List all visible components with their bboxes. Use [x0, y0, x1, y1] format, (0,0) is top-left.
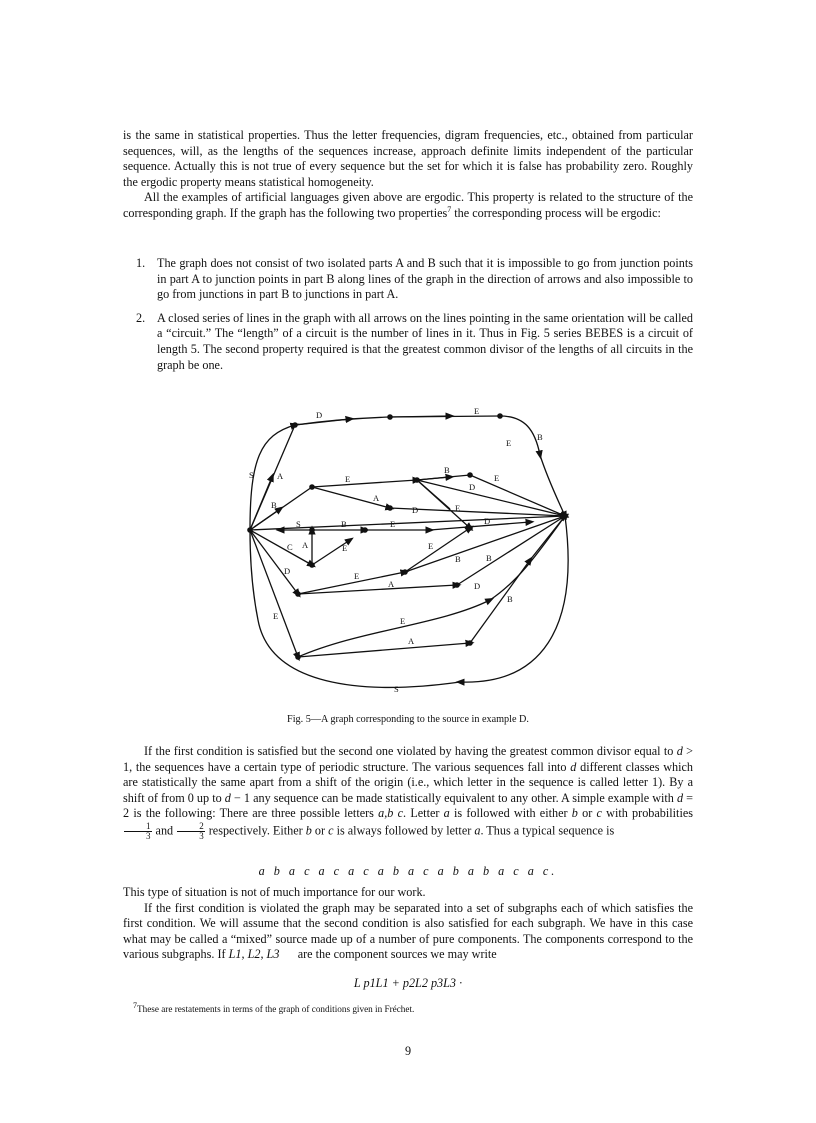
para-mixed: If the first condition is violated the graph may be separated into a set of subgraphs each of which satisfies the first condition. We will assume that the second condition is also satisfied for each subgraph. We have in this case what may be called a “mixed” source made up of a number of pure components. The components correspond to the various subgraphs. If L1, L2, L3 are the component sources we may write: [123, 900, 693, 962]
svg-text:E: E: [455, 503, 461, 513]
svg-text:E: E: [354, 571, 360, 581]
svg-text:E: E: [390, 519, 396, 529]
svg-text:D: D: [484, 516, 491, 526]
svg-text:E: E: [342, 543, 348, 553]
page-number: 9: [404, 1044, 412, 1058]
svg-text:D: D: [284, 566, 291, 576]
svg-text:S: S: [394, 684, 399, 694]
para-intro: is the same in statistical properties. Thus the letter frequencies, digram frequencies, etc., obtained from particular sequences, will, as the lengths of the sequences increase, approach definite limits independent of the particular sequence. Actually this is not true of every sequence but the set for which it is false has probability zero. Roughly the ergodic property means statistical homogeneity.: [123, 128, 693, 189]
para-periodic: If the first condition is satisfied but the second one violated by having the greatest common divisor equal to d > 1, the sequences have a certain type of periodic structure. The various sequences fall into d different classes which are statistically the same apart from a shift of the origin (i.e., which letter in the sequence is called letter 1). By a shift of from 0 up to d − 1 any sequence can be made statistically equivalent to any other. A simple example with d = 2 is the following: There are three possible letters a,b c. Letter a is followed with either b or c with probabilities $\frac{1}{3}$ and $\frac{2}{3}$ respectively. Either b or c is always followed by letter a. Thus a typical sequence is: [123, 744, 694, 841]
svg-text:B: B: [455, 554, 461, 564]
svg-text:E: E: [494, 473, 500, 483]
svg-text:B: B: [271, 500, 277, 510]
svg-text:E: E: [506, 438, 512, 448]
graph-figure: [240, 400, 580, 700]
svg-text:S: S: [249, 470, 254, 480]
svg-text:B: B: [486, 553, 492, 563]
body-middle: [123, 744, 693, 841]
svg-text:E: E: [474, 406, 480, 416]
mixed-source-formula: L p1L1 + p2L2 p3L3 ·: [353, 976, 463, 990]
svg-text:E: E: [345, 474, 351, 484]
svg-text:A: A: [302, 540, 309, 550]
svg-text:A: A: [277, 471, 284, 481]
list-item: 1. The graph does not consist of two isolated parts A and B such that it is impossible to go from junction points in part A to junction points in part B along lines of the graph in the direction of arrows and also impossible to go from junctions in part B to junctions in part A.: [136, 256, 693, 302]
svg-text:C: C: [287, 542, 293, 552]
svg-text:B: B: [341, 519, 347, 529]
svg-text:E: E: [428, 541, 434, 551]
para-ergodic: All the examples of artificial languages given above are ergodic. This property is related to the structure of the corresponding graph. If the graph has the following two properties$^7$ the corresponding process will be ergodic:: [123, 190, 693, 220]
svg-text:A: A: [388, 579, 395, 589]
footnote: $^7$These are restatements in terms of the graph of conditions given in Fréchet.: [133, 1000, 415, 1014]
svg-text:D: D: [469, 482, 476, 492]
footnote-ref: 7: [447, 204, 452, 214]
para-not-important: This type of situation is not of much importance for our work.: [123, 885, 426, 899]
svg-text:S: S: [296, 519, 301, 529]
fraction-one-third: $\frac{1}{3}$: [124, 822, 152, 841]
svg-text:D: D: [474, 581, 481, 591]
body-bottom: [123, 885, 693, 963]
svg-text:B: B: [537, 432, 543, 442]
svg-text:D: D: [412, 505, 419, 515]
fraction-two-thirds: $\frac{2}{3}$: [177, 822, 205, 841]
figure-caption: Fig. 5—A graph corresponding to the source in example D.: [287, 714, 529, 725]
conditions-list: [123, 256, 693, 381]
svg-text:D: D: [316, 410, 323, 420]
svg-text:B: B: [444, 465, 450, 475]
list-item: 2. A closed series of lines in the graph with all arrows on the lines pointing in the same orientation will be called a “circuit.” The “length” of a circuit is the number of lines in it. Thus in Fig. 5 series BEBES is a circuit of length 5. The second property required is that the greatest common divisor of the lengths of all circuits in the graph be one.: [136, 310, 693, 372]
body-top: [123, 128, 693, 222]
svg-text:A: A: [408, 636, 415, 646]
svg-text:A: A: [373, 493, 380, 503]
svg-text:E: E: [273, 611, 279, 621]
svg-text:E: E: [400, 616, 406, 626]
svg-text:B: B: [507, 594, 513, 604]
typical-sequence: a b a c a c a c a b a c a b a b a c a c.: [258, 864, 558, 878]
